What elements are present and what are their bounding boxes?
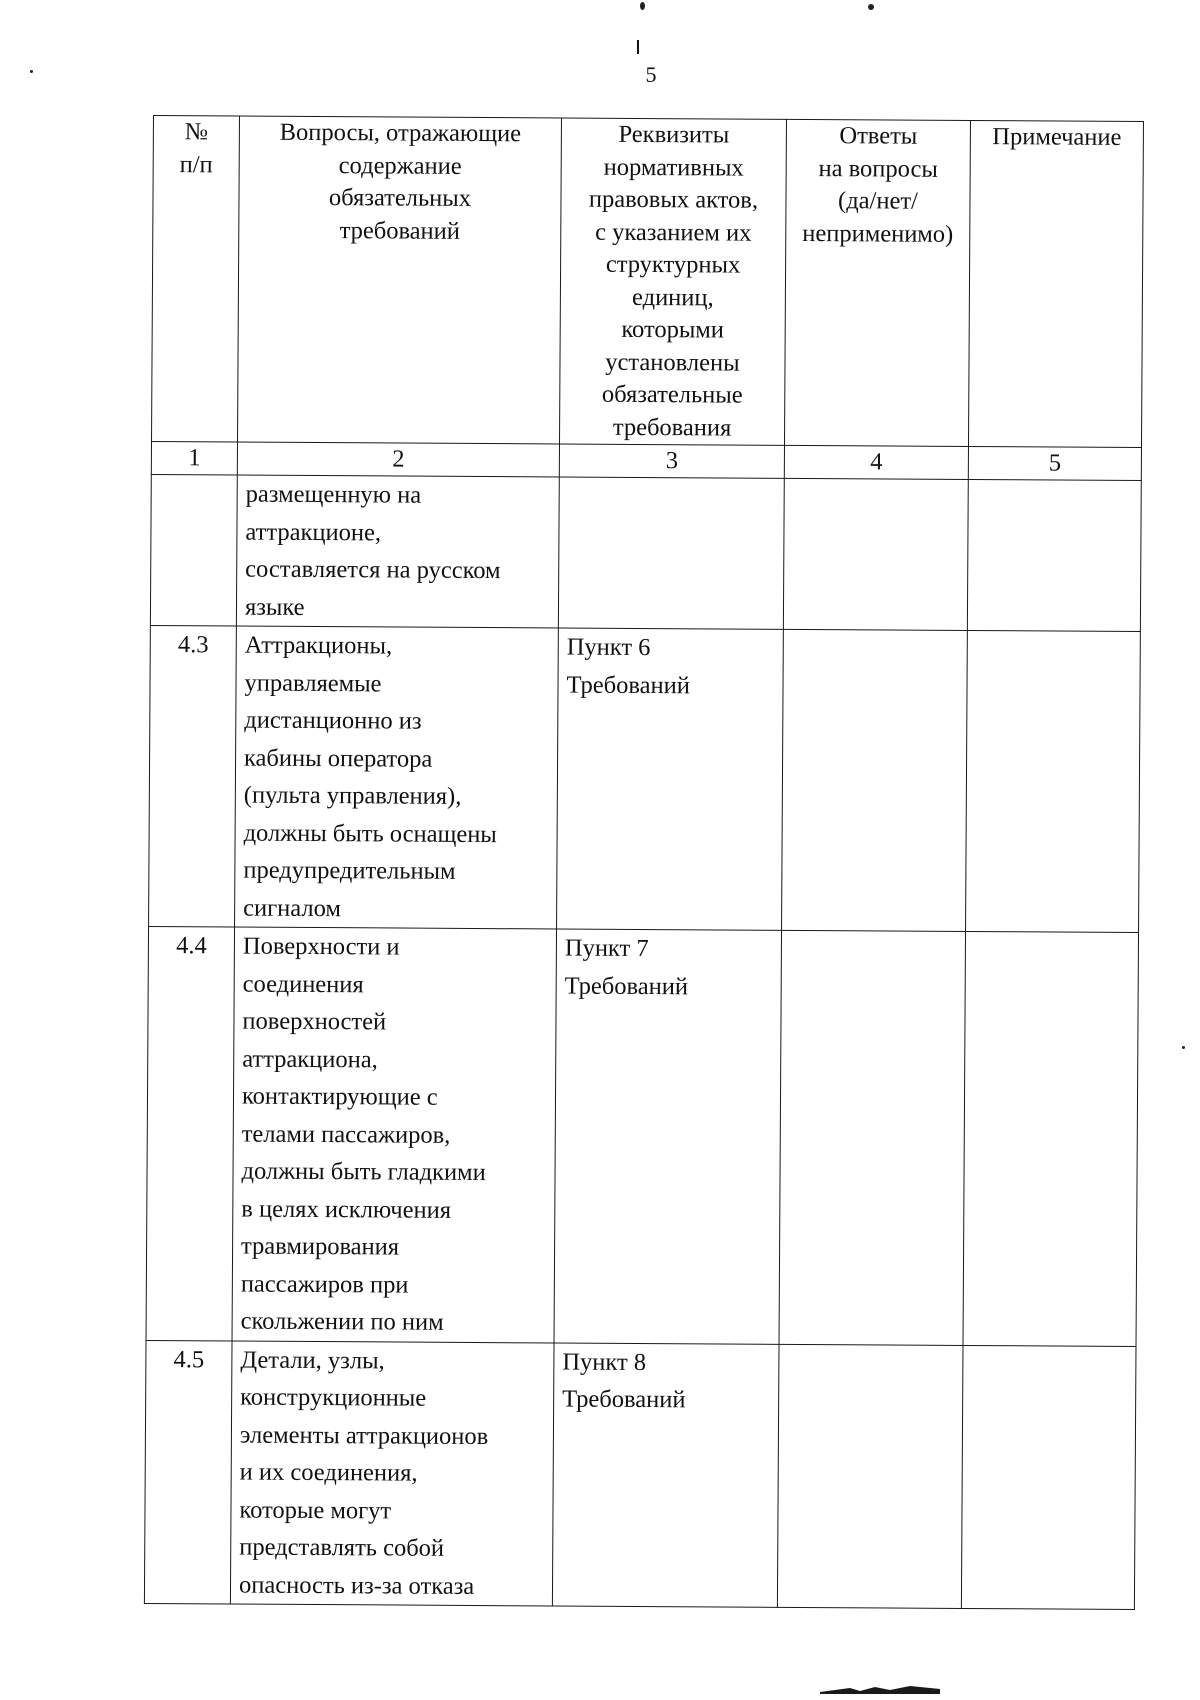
- header-cell-number: [152, 116, 240, 443]
- table-row: [144, 1340, 1136, 1610]
- header-label: Реквизиты нормативных правовых актов, с указанием их структурных единиц, которыми установлены обязательные требования: [588, 120, 759, 442]
- column-number: 2: [237, 442, 559, 477]
- row-question: Поверхности и соединения поверхностей аттракциона, контактирующие с телами пассажиров, должны быть гладкими в целях исключения травмирования пассажиров при скольжении по ним: [232, 927, 557, 1342]
- table-row: [149, 625, 1141, 932]
- checklist-table: [144, 115, 1144, 1610]
- row-reference: Пункт 7 Требований: [554, 929, 782, 1344]
- scan-artifact: [820, 1684, 940, 1694]
- column-number: 1: [151, 441, 237, 475]
- row-reference: [558, 477, 784, 629]
- header-row: [152, 116, 1144, 448]
- row-note: [966, 630, 1141, 932]
- row-reference: Пункт 8 Требований: [552, 1342, 779, 1607]
- row-number: [150, 474, 237, 626]
- scan-tick-mark: [637, 40, 639, 54]
- scan-speck: [868, 4, 874, 10]
- row-question: Детали, узлы, конструкционные элементы аттракционов и их соединения, которые могут представлять собой опасность из-за отказа: [230, 1341, 554, 1606]
- header-label: № п/п: [179, 118, 213, 178]
- row-answer: [777, 1344, 963, 1609]
- row-number: 4.5: [144, 1340, 232, 1604]
- table-row: [150, 474, 1141, 631]
- header-cell-references: [559, 118, 786, 445]
- row-answer: [782, 629, 968, 931]
- header-cell-notes: [968, 120, 1143, 447]
- header-cell-answers: [784, 119, 970, 446]
- scan-speck: [640, 2, 645, 10]
- column-number: 4: [784, 445, 968, 479]
- header-label: Примечание: [992, 123, 1122, 151]
- row-number: 4.4: [146, 926, 235, 1340]
- row-question: размещенную на аттракционе, составляется на русском языке: [236, 475, 559, 628]
- row-note: [967, 479, 1141, 631]
- row-note: [961, 1345, 1136, 1610]
- row-answer: [779, 930, 966, 1345]
- scan-speck: [1182, 1046, 1185, 1049]
- header-cell-questions: [238, 116, 562, 444]
- column-number: 3: [559, 444, 784, 478]
- row-note: [963, 931, 1139, 1346]
- row-reference: Пункт 6 Требований: [557, 628, 784, 930]
- column-number: 5: [968, 446, 1141, 480]
- page-number: 5: [645, 62, 657, 87]
- row-number: 4.3: [149, 625, 237, 927]
- header-label: Вопросы, отражающие содержание обязательных требований: [279, 118, 522, 245]
- row-answer: [783, 478, 968, 630]
- table-row: [146, 926, 1139, 1346]
- header-label: Ответы на вопросы (да/нет/ неприменимо): [802, 122, 954, 248]
- row-question: Аттракционы, управляемые дистанционно из кабины оператора (пульта управления), должны быть оснащены предупредительным сигналом: [235, 626, 559, 929]
